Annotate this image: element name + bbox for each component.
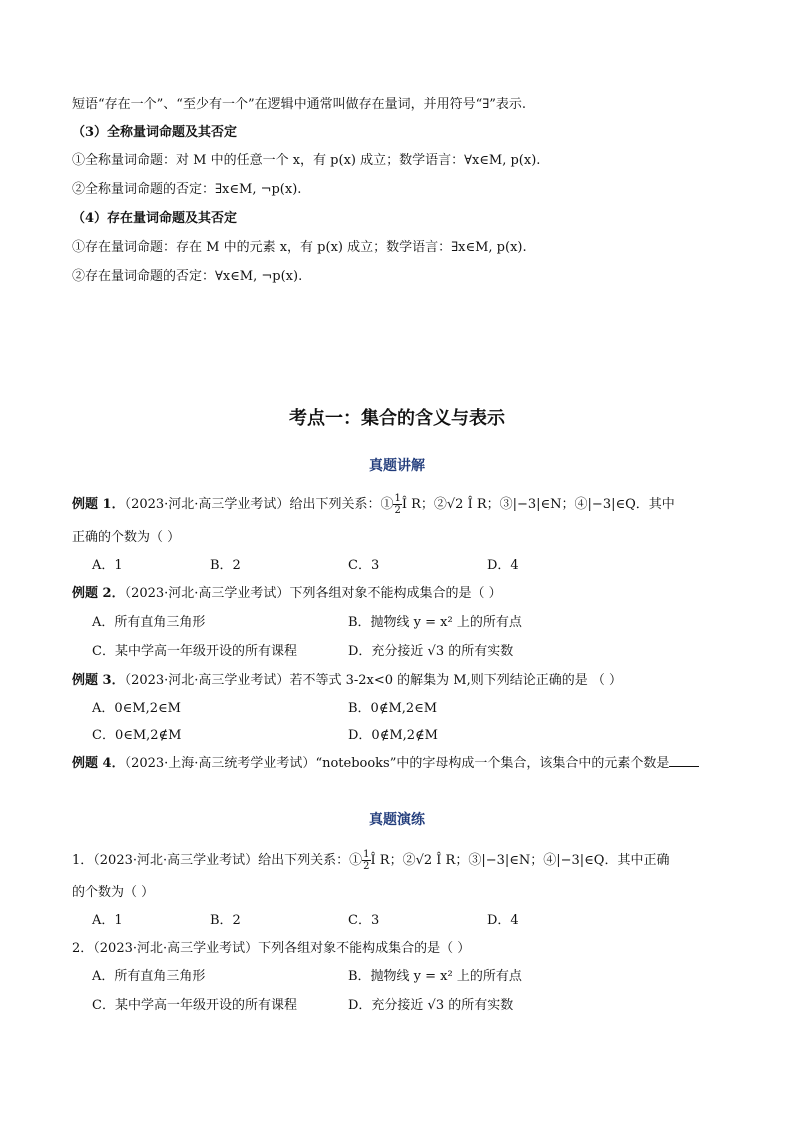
example2-option-b: B．抛物线 y = x² 上的所有点 (348, 615, 522, 630)
practice1-stem-mid: Î R；②√2 Î R；③|−3|∈N；④|−3|∈Q．其中正确 (370, 853, 670, 868)
example1-source: （2023·河北·高三学业考试） (124, 497, 290, 512)
practice1-option-d: D．4 (487, 913, 519, 928)
example1-option-d: D．4 (487, 558, 519, 573)
practice2-source: （2023·河北·高三学业考试） (93, 941, 259, 956)
example3-option-b: B．0∉M,2∈M (348, 701, 438, 716)
section4-item1: ①存在量词命题：存在 M 中的元素 x，有 p(x) 成立；数学语言：∃x∈M, p(x). (72, 240, 527, 255)
practice2-text: 下列各组对象不能构成集合的是（ ） (258, 941, 471, 956)
practice1-label: 1． (72, 853, 94, 868)
practice1-option-a: A．1 (92, 913, 123, 928)
practice2-option-d: D．充分接近 √3 的所有实数 (348, 998, 514, 1013)
example2-option-d: D．充分接近 √3 的所有实数 (348, 644, 514, 659)
example4-text: “notebooks”中的字母构成一个集合，该集合中的元素个数是 (315, 756, 670, 771)
fraction-half: $\frac{1}{2}$ (394, 493, 401, 516)
example4-label: 例题 4． (72, 756, 125, 771)
section4-item2: ②存在量词命题的否定：∀x∈M, ¬p(x). (72, 269, 303, 284)
fraction-half: $\frac{1}{2}$ (363, 849, 370, 872)
practice1-stem (72, 849, 669, 872)
practice2-label: 2． (72, 941, 94, 956)
example1-stem (72, 493, 675, 516)
example4-source: （2023·上海·高三统考学业考试） (124, 756, 316, 771)
example3-option-c: C．0∈M,2∉M (92, 728, 182, 743)
practice1-source: （2023·河北·高三学业考试） (93, 853, 259, 868)
example4-stem (72, 754, 699, 773)
practice2-stem (72, 940, 470, 958)
example1-stem-line2: 正确的个数为（ ） (72, 530, 181, 545)
practice1-option-c: C．3 (348, 913, 380, 928)
section3-heading: （3）全称量词命题及其否定 (72, 125, 238, 140)
example3-stem (72, 672, 622, 690)
section3-item2: ②全称量词命题的否定：∃x∈M, ¬p(x). (72, 182, 302, 197)
example1-label: 例题 1． (72, 497, 125, 512)
example3-text: 若不等式 3-2x<0 的解集为 M,则下列结论正确的是 （ ） (289, 673, 622, 688)
example2-option-c: C．某中学高一年级开设的所有课程 (92, 644, 297, 659)
example1-option-a: A．1 (92, 558, 123, 573)
example1-option-b: B．2 (210, 558, 241, 573)
practice1-stem-pre: 给出下列关系：① (258, 853, 363, 868)
practice2-option-c: C．某中学高一年级开设的所有课程 (92, 998, 297, 1013)
quantifier-note: 短语“存在一个”、“至少有一个”在逻辑中通常叫做存在量词，并用符号“∃”表示. (72, 97, 527, 112)
topic-title: 考点一：集合的含义与表示 (289, 408, 505, 429)
practice1-stem-line2: 的个数为（ ） (72, 885, 155, 900)
subtitle-lecture: 真题讲解 (369, 458, 425, 474)
example1-option-c: C．3 (348, 558, 380, 573)
subtitle-practice: 真题演练 (369, 812, 425, 828)
example3-label: 例题 3． (72, 673, 125, 688)
practice2-option-b: B．抛物线 y = x² 上的所有点 (348, 969, 522, 984)
example2-option-a: A．所有直角三角形 (92, 615, 206, 630)
example3-option-a: A．0∈M,2∈M (92, 701, 181, 716)
practice2-option-a: A．所有直角三角形 (92, 969, 206, 984)
practice1-option-b: B．2 (210, 913, 241, 928)
example3-option-d: D．0∉M,2∉M (348, 728, 438, 743)
answer-blank[interactable] (669, 754, 699, 767)
example1-stem-mid: Î R；②√2 Î R；③|−3|∈N；④|−3|∈Q．其中 (401, 497, 675, 512)
example1-stem-pre: 给出下列关系：① (289, 497, 394, 512)
example2-label: 例题 2． (72, 586, 125, 601)
example2-source: （2023·河北·高三学业考试） (124, 586, 290, 601)
section3-item1: ①全称量词命题：对 M 中的任意一个 x，有 p(x) 成立；数学语言：∀x∈M, p(x). (72, 153, 541, 168)
section4-heading: （4）存在量词命题及其否定 (72, 211, 238, 226)
example3-source: （2023·河北·高三学业考试） (124, 673, 290, 688)
example2-text: 下列各组对象不能构成集合的是（ ） (289, 586, 502, 601)
example2-stem (72, 585, 502, 603)
